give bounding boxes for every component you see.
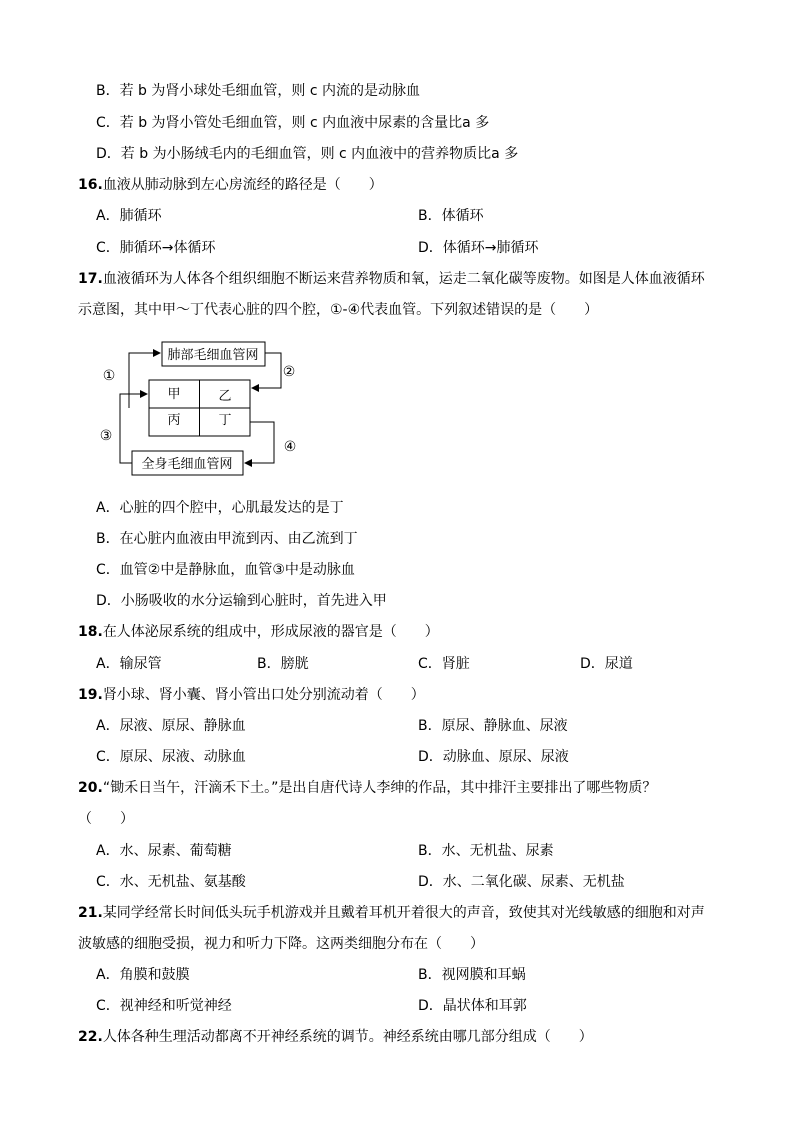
body-capillary-label: 全身毛细血管网 [141,457,233,472]
q17-stem-line1 [78,270,705,288]
q19-text: 肾小球、肾小囊、肾小管出口处分别流动着（ ） [102,687,425,703]
q21-stem-line1 [78,904,705,922]
q21-option-a: A．角膜和鼓膜 [96,967,190,983]
q18-option-d: D．尿道 [580,656,633,672]
circulation-diagram [96,338,316,483]
q19-option-a: A．尿液、原尿、静脉血 [96,718,246,734]
q16-option-b: B．体循环 [418,208,484,224]
q20-stem-line2: （ ） [78,811,134,827]
q19-option-d: D．动脉血、原尿、尿液 [418,749,569,765]
q19-option-c: C．原尿、尿液、动脉血 [96,749,246,765]
q16-option-a: A．肺循环 [96,208,162,224]
chamber-jia: 甲 [167,387,181,402]
q15-option-b: B．若 b 为肾小球处毛细血管，则 c 内流的是动脉血 [96,83,420,99]
q20-option-b: B．水、无机盐、尿素 [418,843,554,859]
q21-option-c: C．视神经和听觉神经 [96,998,232,1014]
q16-option-d: D．体循环→肺循环 [418,240,539,256]
chamber-bing: 丙 [167,413,181,428]
q17-option-d: D．小肠吸收的水分运输到心脏时，首先进入甲 [96,593,387,609]
q19-number: 19. [78,687,103,703]
q16-number: 16. [78,177,103,193]
q17-stem-line2: 示意图，其中甲～丁代表心脏的四个腔，①-④代表血管。下列叙述错误的是（ ） [78,302,599,318]
q20-text-1: “锄禾日当午，汗滴禾下土。”是出自唐代诗人李绅的作品，其中排汗主要排出了哪些物质？ [102,780,657,796]
chamber-ding: 丁 [218,413,232,428]
q18-option-b: B．膀胱 [257,656,309,672]
q17-number: 17. [78,271,103,287]
q18-number: 18. [78,624,103,640]
q16-stem [78,176,383,194]
chamber-yi: 乙 [218,389,232,404]
q16-text: 血液从肺动脉到左心房流经的路径是（ ） [102,177,383,193]
q18-option-c: C．肾脏 [418,656,470,672]
q17-option-a: A．心脏的四个腔中，心肌最发达的是丁 [96,500,344,516]
lung-capillary-label: 肺部毛细血管网 [167,348,259,363]
q15-option-d: D．若 b 为小肠绒毛内的毛细血管，则 c 内血液中的营养物质比a 多 [96,146,519,162]
q20-option-a: A．水、尿素、葡萄糖 [96,843,232,859]
q20-option-c: C．水、无机盐、氨基酸 [96,874,246,890]
q21-option-d: D．晶状体和耳郭 [418,998,527,1014]
q16-option-c: C．肺循环→体循环 [96,240,216,256]
q19-option-b: B．原尿、静脉血、尿液 [418,718,568,734]
q17-text-1: 血液循环为人体各个组织细胞不断运来营养物质和氧，运走二氧化碳等废物。如图是人体血液循环 [102,271,705,287]
q15-option-c: C．若 b 为肾小管处毛细血管，则 c 内血液中尿素的含量比a 多 [96,115,490,131]
vessel-4-label: ④ [283,439,297,455]
q20-option-d: D．水、二氧化碳、尿素、无机盐 [418,874,625,890]
q18-stem [78,623,439,641]
q21-text-1: 某同学经常长时间低头玩手机游戏并且戴着耳机开着很大的声音，致使其对光线敏感的细胞和对声 [102,905,705,921]
q22-text: 人体各种生理活动都离不开神经系统的调节。神经系统由哪几部分组成（ ） [102,1029,593,1045]
q20-stem-line1 [78,779,656,797]
vessel-1-label: ① [102,368,116,384]
vessel-3-label: ③ [99,428,113,444]
q17-option-b: B．在心脏内血液由甲流到丙、由乙流到丁 [96,531,358,547]
q19-stem [78,686,425,704]
q20-number: 20. [78,780,103,796]
q21-number: 21. [78,905,103,921]
q17-option-c: C．血管②中是静脉血，血管③中是动脉血 [96,562,355,578]
q18-option-a: A．输尿管 [96,656,162,672]
q18-text: 在人体泌尿系统的组成中，形成尿液的器官是（ ） [102,624,439,640]
q21-stem-line2: 波敏感的细胞受损，视力和听力下降。这两类细胞分布在（ ） [78,936,484,952]
q22-number: 22. [78,1029,103,1045]
q21-option-b: B．视网膜和耳蜗 [418,967,526,983]
q22-stem [78,1028,593,1046]
vessel-2-label: ② [282,364,296,380]
